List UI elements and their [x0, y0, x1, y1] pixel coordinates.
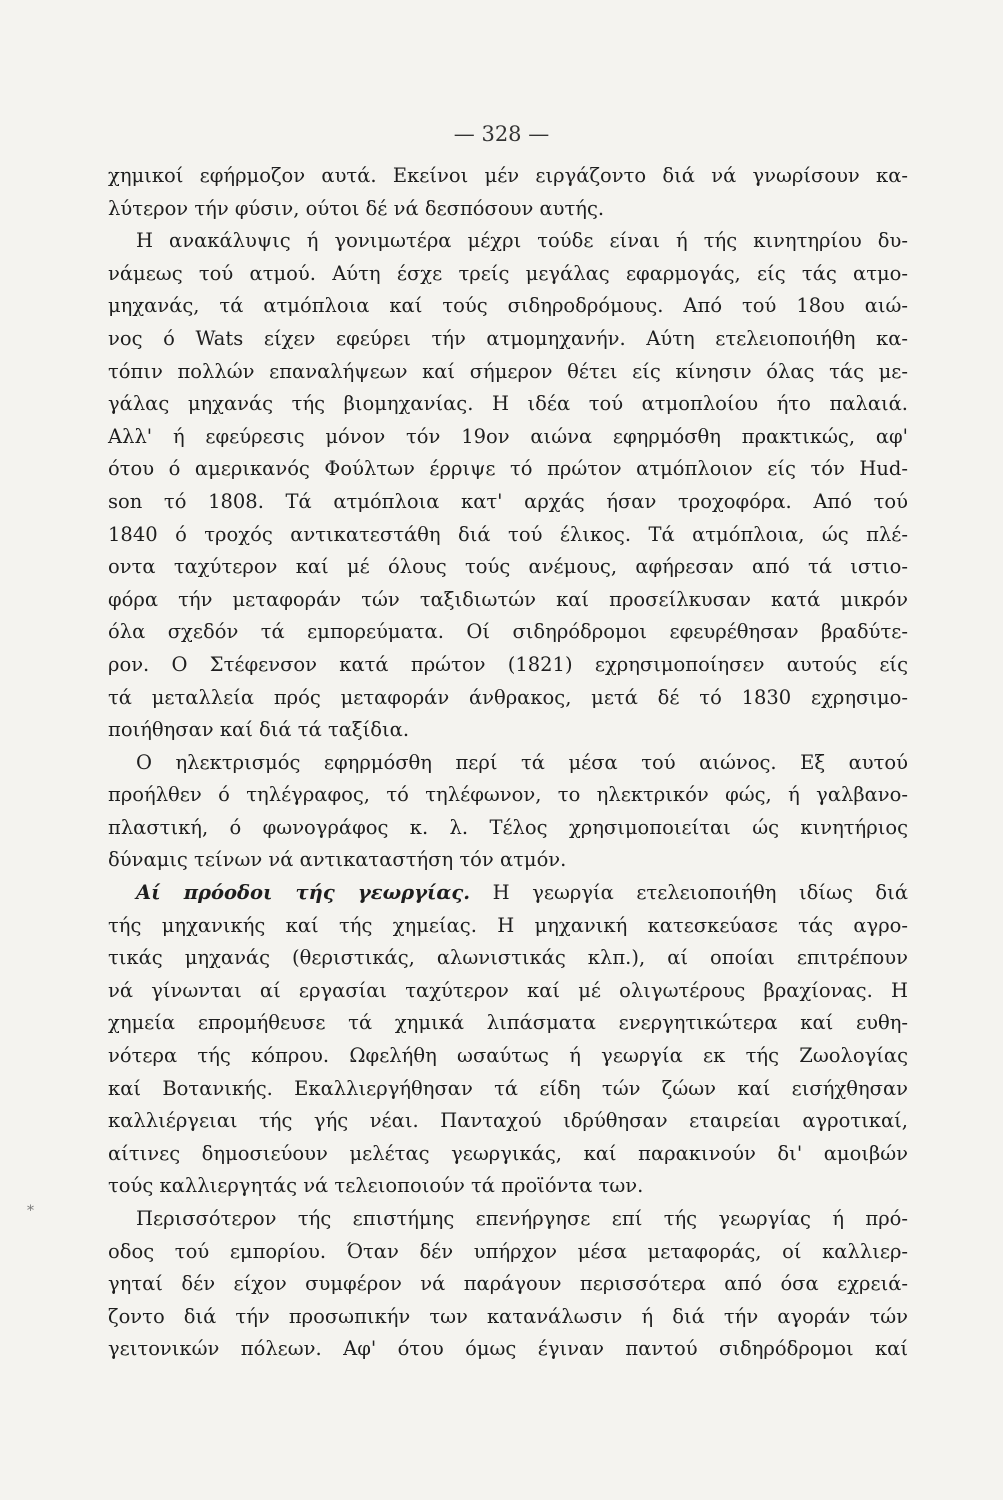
margin-mark: * — [27, 1203, 34, 1219]
paragraph-line: ρον. Ο Στέφενσον κατά πρώτον (1821) εχρησιμοποίησεν αυτούς είς — [108, 652, 908, 676]
paragraph-line: λύτερον τήν φύσιν, ούτοι δέ νά δεσπόσουν αυτής. — [108, 196, 605, 220]
paragraph-line: πλαστική, ό φωνογράφος κ. λ. Τέλος χρησιμοποιείται ώς κινητήριος — [108, 815, 908, 839]
paragraph-line: χημικοί εφήρμοζον αυτά. Εκείνοι μέν ειργάζοντο διά νά γνωρίσουν κα- — [108, 164, 908, 187]
paragraph-line: φόρα τήν μεταφοράν τών ταξιδιωτών καί προσείλκυσαν κατά μικρόν — [108, 587, 908, 611]
paragraph-line: αίτινες δημοσιεύουν μελέτας γεωργικάς, καί παρακινούν δι' αμοιβών — [108, 1141, 908, 1165]
paragraph-line: Ο ηλεκτρισμός εφηρμόσθη περί τά μέσα τού αιώνος. Εξ αυτού — [136, 750, 908, 774]
paragraph-line: Περισσότερον τής επιστήμης επενήργησε επί τής γεωργίας ή πρό- — [136, 1207, 908, 1230]
paragraph — [108, 225, 908, 747]
paragraph-line: όλα σχεδόν τά εμπορεύματα. Οί σιδηρόδρομοι εφευρέθησαν βραδύτε- — [108, 620, 908, 644]
paragraph-line: οντα ταχύτερον καί μέ όλους τούς ανέμους, αφήρεσαν από τά ιστιο- — [108, 555, 908, 579]
paragraph-line: γειτονικών πόλεων. Αφ' ότου όμως έγιναν παντού σιδηρόδρομοι καί — [108, 1337, 908, 1361]
paragraph — [108, 877, 908, 1203]
paragraph-line: χημεία επρομήθευσε τά χημικά λιπάσματα ενεργητικώτερα καί ευθη- — [108, 1011, 908, 1035]
paragraph — [108, 747, 908, 877]
paragraph-line: νά γίνωνται αί εργασίαι ταχύτερον καί μέ ολιγωτέρους βραχίονας. Η — [108, 978, 908, 1002]
paragraph-line: 1840 ό τροχός αντικατεστάθη διά τού έλικος. Τά ατμόπλοια, ώς πλέ- — [108, 522, 908, 546]
paragraph-line — [108, 877, 908, 910]
paragraph-line: τικάς μηχανάς (θεριστικάς, αλωνιστικάς κλπ.), αί οποίαι επιτρέπουν — [108, 946, 908, 970]
paragraph-line: Η ανακάλυψις ή γονιμωτέρα μέχρι τούδε είναι ή τής κινητηρίου δυ- — [136, 229, 908, 253]
page-number: — 328 — — [453, 122, 550, 146]
paragraph-line: τόπιν πολλών επαναλήψεων καί σήμερον θέτει είς κίνησιν όλας τάς με- — [108, 359, 908, 383]
paragraph-line: προήλθεν ό τηλέγραφος, τό τηλέφωνον, το ηλεκτρικόν φώς, ή γαλβανο- — [108, 783, 908, 807]
paragraph-line: δύναμις τείνων νά αντικαταστήση τόν ατμόν. — [108, 848, 567, 872]
paragraph-line: νότερα τής κόπρου. Ωφελήθη ωσαύτως ή γεωργία εκ τής Ζωολογίας — [108, 1044, 908, 1068]
paragraph-line: καί Βοτανικής. Εκαλλιεργήθησαν τά είδη τών ζώων καί εισήχθησαν — [108, 1076, 908, 1100]
heading-line-text: Η γεωργία ετελειοποιήθη ιδίως διά — [470, 881, 908, 905]
paragraph-line: τής μηχανικής καί τής χημείας. Η μηχανική κατεσκεύασε τάς αγρο- — [108, 913, 908, 937]
paragraph-line: ζοντο διά τήν προσωπικήν των κατανάλωσιν ή διά τήν αγοράν τών — [108, 1304, 908, 1328]
paragraph-line: γάλας μηχανάς τής βιομηχανίας. Η ιδέα τού ατμοπλοίου ήτο παλαιά. — [108, 392, 908, 416]
paragraph-line: Αλλ' ή εφεύρεσις μόνον τόν 19ον αιώνα εφηρμόσθη πρακτικώς, αφ' — [108, 424, 908, 448]
paragraph-line: νάμεως τού ατμού. Αύτη έσχε τρείς μεγάλας εφαρμογάς, είς τάς ατμο- — [108, 261, 908, 285]
paragraph — [108, 1203, 908, 1366]
paragraph-line: οδος τού εμπορίου. Όταν δέν υπήρχον μέσα μεταφοράς, οί καλλιερ- — [108, 1239, 908, 1263]
section-heading: Αί πρόοδοι τής γεωργίας. — [136, 881, 471, 905]
paragraph-line: ότου ό αμερικανός Φούλτων έρριψε τό πρώτον ατμόπλοιον είς τόν Hud- — [108, 457, 908, 481]
paragraph-line: τούς καλλιεργητάς νά τελειοποιούν τά προϊόντα των. — [108, 1174, 644, 1198]
paragraph-line: γηταί δέν είχον συμφέρον νά παράγουν περισσότερα από όσα εχρειά- — [108, 1272, 908, 1296]
paragraph-line: καλλιέργειαι τής γής νέαι. Πανταχού ιδρύθησαν εταιρείαι αγροτικαί, — [108, 1109, 908, 1133]
paragraph-line: τά μεταλλεία πρός μεταφοράν άνθρακος, μετά δέ τό 1830 εχρησιμο- — [108, 685, 908, 709]
paragraph-line: son τό 1808. Τά ατμόπλοια κατ' αρχάς ήσαν τροχοφόρα. Από τού — [108, 489, 908, 513]
paragraph-line: νος ό Wats είχεν εφεύρει τήν ατμομηχανήν. Αύτη ετελειοποιήθη κα- — [108, 326, 908, 350]
paragraph-line: ποιήθησαν καί διά τά ταξίδια. — [108, 718, 410, 742]
page-body — [108, 160, 908, 1366]
paragraph — [108, 160, 908, 225]
paragraph-line: μηχανάς, τά ατμόπλοια καί τούς σιδηροδρόμους. Από τού 18ου αιώ- — [108, 294, 908, 318]
